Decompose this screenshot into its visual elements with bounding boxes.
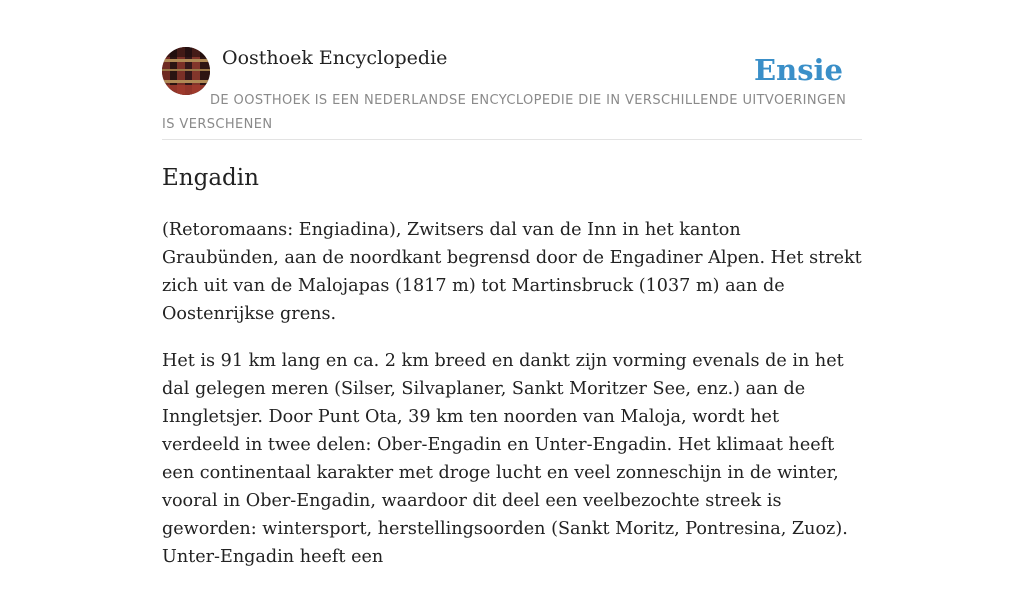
site-title[interactable]: Oosthoek Encyclopedie <box>222 47 448 69</box>
page <box>162 0 862 567</box>
article-title: Engadin <box>162 165 259 191</box>
article-body <box>162 216 862 590</box>
encyclopedia-books-avatar[interactable] <box>162 47 210 95</box>
brand-logo[interactable]: Ensie <box>754 53 843 87</box>
site-tagline: DE OOSTHOEK IS EEN NEDERLANDSE ENCYCLOPEDIE DIE IN VERSCHILLENDE UITVOERINGEN IS VERSCHENEN <box>162 93 847 132</box>
site-header <box>162 0 862 140</box>
article-paragraph: Het is 91 km lang en ca. 2 km breed en dankt zijn vorming evenals de in het dal gelegen meren (Silser, Silvaplaner, Sankt Moritzer See, enz.) aan de Inngletsjer. Door Punt Ota, 39 km ten noorden van Maloja, wordt het verdeeld in twee delen: Ober-Engadin en Unter-Engadin. Het klimaat heeft een continentaal karakter met droge lucht en veel zonneschijn in de winter, vooral in Ober-Engadin, waardoor dit deel een veelbezochte streek is geworden: wintersport, herstellingsoorden (Sankt Moritz, Pontresina, Zuoz). Unter-Engadin heeft een <box>162 351 848 567</box>
article-paragraph: (Retoromaans: Engiadina), Zwitsers dal van de Inn in het kanton Graubünden, aan de noordkant begrensd door de Engadiner Alpen. Het strekt zich uit van de Malojapas (1817 m) tot Martinsbruck (1037 m) aan de Oostenrijkse grens. <box>162 220 862 324</box>
